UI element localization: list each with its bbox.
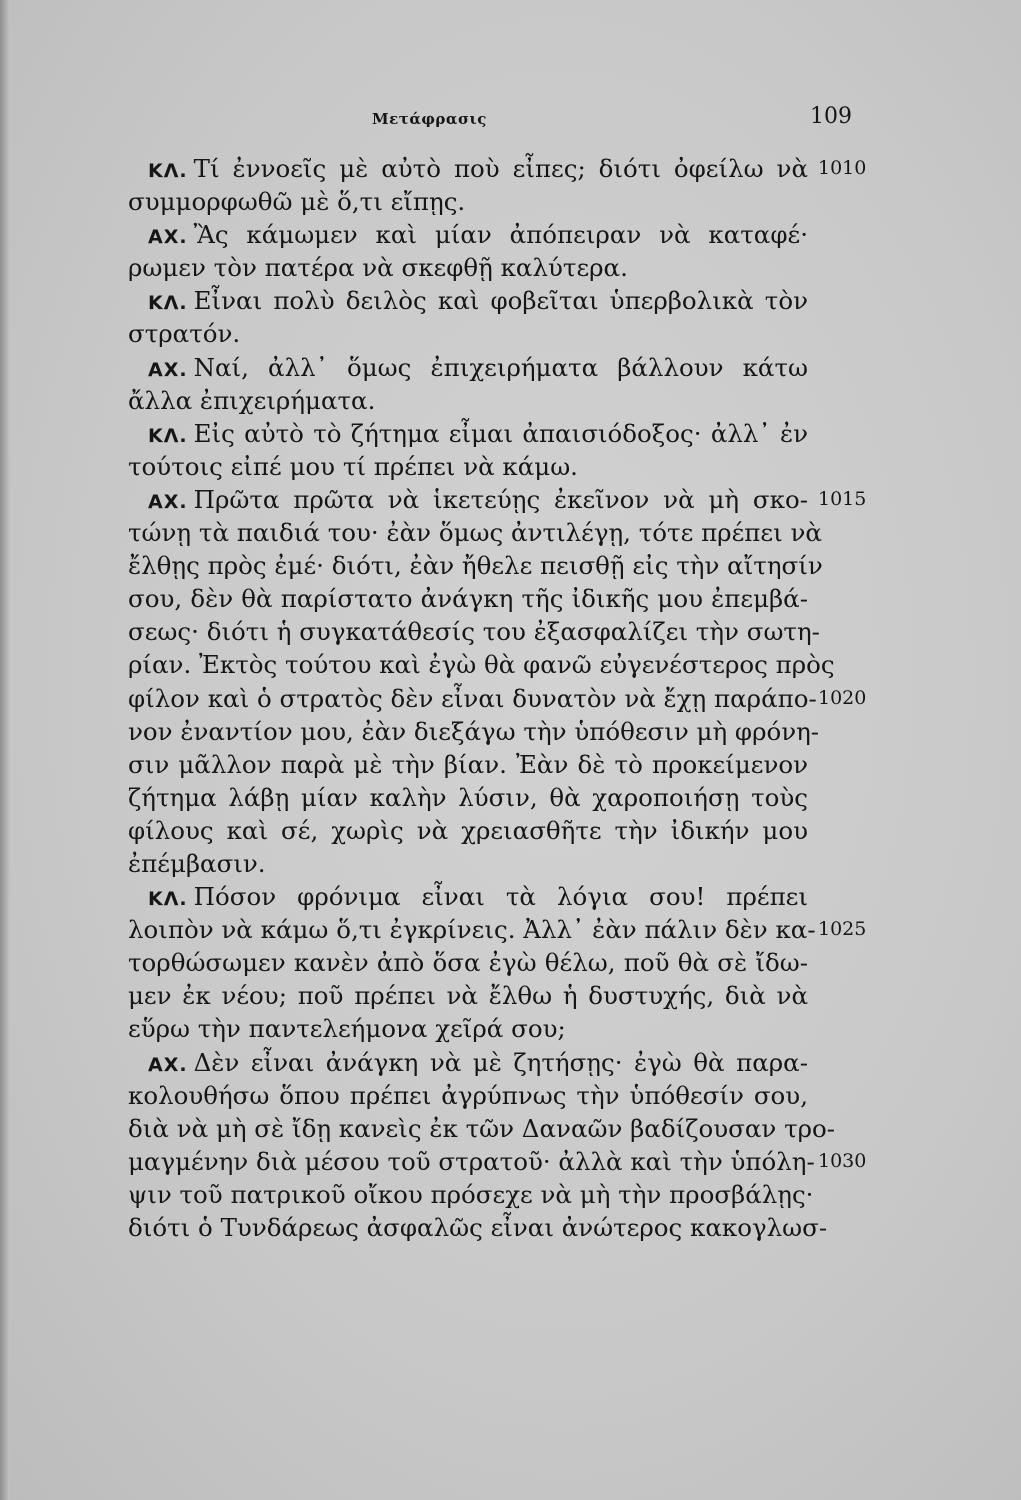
- line-text: τορθώσωμεν κανὲν ἀπὸ ὅσα ἐγὼ θέλω, ποῦ θὰ σὲ ἴδω-: [128, 948, 808, 978]
- line-text: συμμορφωθῶ μὲ ὅ,τι εἴπῃς.: [128, 187, 466, 217]
- line-text: φίλους καὶ σέ, χωρὶς νὰ χρειασθῆτε τὴν ἰδικήν μου: [128, 815, 808, 845]
- line-text: τώνῃ τὰ παιδιά του· ἐὰν ὅμως ἀντιλέγῃ, τότε πρέπει νὰ: [128, 518, 822, 548]
- text-line: [128, 284, 808, 317]
- verse-line-number: 1025: [818, 918, 867, 941]
- speaker-label: ΚΛ.: [148, 292, 188, 315]
- text-line: [128, 317, 808, 350]
- line-text: μεν ἐκ νέου; ποῦ πρέπει νὰ ἔλθω ἡ δυστυχής, διὰ νὰ: [128, 981, 808, 1011]
- speaker-label: ΚΛ.: [148, 160, 188, 182]
- line-text: τούτοις εἰπέ μου τί πρέπει νὰ κάμω.: [128, 451, 578, 481]
- text-line: [128, 152, 867, 185]
- line-text: Εἰς αὐτὸ τὸ ζήτημα εἶμαι ἀπαισιόδοξος· ἀλλ᾽ ἐν: [193, 418, 808, 448]
- text-line: [128, 582, 808, 615]
- text-line: [128, 648, 835, 681]
- line-text: ἔλθῃς πρὸς ἐμέ· διότι, ἐὰν ἤθελε πεισθῇ εἰς τὴν αἴτησίν: [128, 551, 823, 581]
- text-line: [128, 1012, 808, 1045]
- page-header: [0, 104, 1021, 134]
- text-line: [128, 218, 808, 251]
- line-text: μαγμένην διὰ μέσου τοῦ στρατοῦ· ἀλλὰ καὶ τὴν ὑπόλη-: [128, 1146, 815, 1176]
- line-text: Δὲν εἶναι ἀνάγκη νὰ μὲ ζητήσῃς· ἐγὼ θὰ παρα-: [193, 1047, 808, 1077]
- line-text: ζήτημα λάβῃ μίαν καλὴν λύσιν, θὰ χαροποιήσῃ τοὺς: [128, 782, 808, 812]
- line-text: ἄλλα ἐπιχειρήματα.: [128, 385, 376, 415]
- speaker-label: ΑΧ.: [148, 358, 188, 381]
- text-line: [128, 880, 808, 913]
- text-line: [128, 1079, 808, 1112]
- text-line: [128, 483, 867, 516]
- speaker-label: ΑΧ.: [148, 226, 188, 249]
- text-line: [128, 549, 823, 582]
- line-text: σεως· διότι ἡ συγκατάθεσίς του ἐξασφαλίζει τὴν σωτη-: [128, 617, 820, 647]
- text-line: [128, 1046, 808, 1079]
- line-text: διὰ νὰ μὴ σὲ ἴδῃ κανεὶς ἐκ τῶν Δαναῶν βαδίζουσαν τρο-: [128, 1113, 836, 1143]
- line-text: Εἶναι πολὺ δειλὸς καὶ φοβεῖται ὑπερβολικὰ τὸν: [193, 286, 808, 316]
- line-text: Ἂς κάμωμεν καὶ μίαν ἀπόπειραν νὰ καταφέ·: [193, 220, 808, 250]
- line-text: στρατόν.: [128, 319, 241, 349]
- text-line: [128, 1178, 814, 1211]
- text-line: [128, 185, 808, 218]
- text-line: [128, 847, 808, 880]
- text-line: [128, 251, 808, 284]
- line-text: ψιν τοῦ πατρικοῦ οἴκου πρόσεχε νὰ μὴ τὴν προσβάλῃς·: [128, 1179, 814, 1209]
- text-line: [128, 1112, 836, 1145]
- text-line: [128, 351, 808, 384]
- line-text: Πρῶτα πρῶτα νὰ ἱκετεύῃς ἐκεῖνον νὰ μὴ σκο-: [193, 484, 808, 514]
- line-text: κολουθήσω ὅπου πρέπει ἀγρύπνως τὴν ὑπόθεσίν σου,: [128, 1080, 808, 1110]
- speaker-label: ΑΧ.: [148, 1053, 188, 1076]
- line-text: ρίαν. Ἐκτὸς τούτου καὶ ἐγὼ θὰ φανῶ εὐγενέστερος πρὸς: [128, 650, 835, 680]
- line-text: σου, δὲν θὰ παρίστατο ἀνάγκη τῆς ἰδικῆς μου ἐπεμβά-: [128, 584, 808, 614]
- text-line: [128, 748, 808, 781]
- line-text: σιν μᾶλλον παρὰ μὲ τὴν βίαν. Ἐὰν δὲ τὸ προκείμενον: [128, 749, 808, 779]
- text-line: [128, 814, 808, 847]
- text-line: [128, 516, 822, 549]
- line-text: Πόσον φρόνιμα εἶναι τὰ λόγια σου! πρέπει: [193, 882, 808, 912]
- line-text: φίλον καὶ ὁ στρατὸς δὲν εἶναι δυνατὸν νὰ ἔχῃ παράπο-: [128, 683, 817, 713]
- text-line: [128, 913, 867, 946]
- line-text: λοιπὸν νὰ κάμω ὅ,τι ἐγκρίνεις. Ἀλλ᾽ ἐὰν πάλιν δὲν κα-: [128, 915, 816, 945]
- text-line: [128, 715, 820, 748]
- text-line: [128, 781, 808, 814]
- text-line: [128, 1145, 867, 1178]
- text-block: [128, 152, 867, 1244]
- text-line: [128, 384, 808, 417]
- book-spine-shadow: [0, 0, 10, 1500]
- text-line: [128, 979, 808, 1012]
- verse-line-number: 1015: [818, 487, 867, 510]
- text-line: [128, 417, 808, 450]
- running-head: Μετάφρασις: [372, 110, 487, 128]
- speaker-label: ΚΛ.: [148, 424, 188, 447]
- verse-line-number: 1030: [818, 1149, 867, 1172]
- page-number: 109: [810, 104, 852, 129]
- text-line: [128, 682, 867, 715]
- text-line: [128, 450, 808, 483]
- text-line: [128, 946, 808, 979]
- text-line: [128, 1211, 828, 1244]
- speaker-label: ΑΧ.: [148, 490, 188, 513]
- verse-line-number: 1020: [818, 686, 867, 709]
- line-text: ρωμεν τὸν πατέρα νὰ σκεφθῇ καλύτερα.: [128, 253, 628, 283]
- speaker-label: ΚΛ.: [148, 888, 188, 911]
- verse-line-number: 1010: [818, 157, 867, 179]
- line-text: Τί ἐννοεῖς μὲ αὐτὸ ποὺ εἶπες; διότι ὀφείλω νὰ: [193, 154, 808, 183]
- line-text: Ναί, ἀλλ᾽ ὅμως ἐπιχειρήματα βάλλουν κάτω: [193, 352, 808, 382]
- line-text: εὕρω τὴν παντελεήμονα χεῖρά σου;: [128, 1014, 566, 1044]
- line-text: διότι ὁ Τυνδάρεως ἀσφαλῶς εἶναι ἀνώτερος κακογλωσ-: [128, 1213, 828, 1242]
- line-text: ἐπέμβασιν.: [128, 848, 266, 878]
- line-text: νον ἐναντίον μου, ἐὰν διεξάγω τὴν ὑπόθεσιν μὴ φρόνη-: [128, 716, 820, 746]
- text-line: [128, 615, 820, 648]
